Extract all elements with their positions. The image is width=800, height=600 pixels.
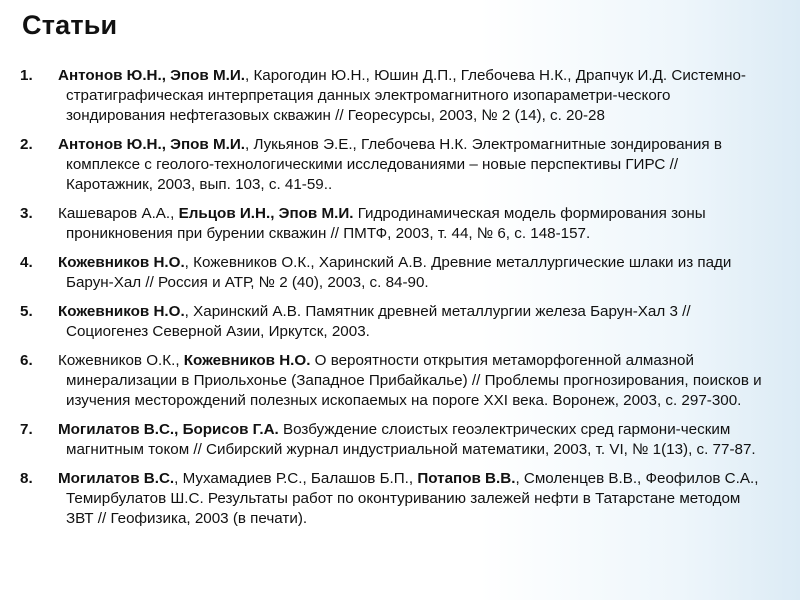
references-list	[0, 66, 800, 538]
reference-item	[0, 351, 800, 411]
reference-item	[0, 135, 800, 195]
reference-item	[0, 204, 800, 244]
reference-authors: Кожевников Н.О.	[183, 352, 311, 369]
reference-authors: Могилатов В.С., Борисов Г.А.	[58, 421, 279, 438]
reference-text: , Мухамадиев Р.С., Балашов Б.П.,	[174, 470, 418, 487]
reference-item	[0, 420, 800, 460]
reference-authors: Кожевников Н.О.	[58, 254, 185, 271]
reference-authors: Антонов Ю.Н., Эпов М.И.	[58, 67, 245, 84]
reference-text: , Карогодин Ю.Н., Юшин Д.П., Глебочева Н.К., Драпчук И.Д. Системно-стратиграфическая интерпретация данных электромагнитного изопараметри-ческого зондирования нефтегазовых скважин // Георесурсы, 2003, № 2 (14), с. 20-28	[66, 67, 746, 124]
reference-number: 5.	[20, 303, 33, 320]
reference-text: , Кожевников О.К., Харинский А.В. Древние металлургические шлаки из пади Барун-Хал // Россия и АТР, № 2 (40), 2003, с. 84-90.	[66, 254, 732, 291]
reference-number: 4.	[20, 254, 33, 271]
reference-authors: Ельцов И.Н., Эпов М.И.	[178, 205, 354, 222]
reference-text: , Лукьянов Э.Е., Глебочева Н.К. Электромагнитные зондирования в комплексе с геолого-технологическими исследованиями – новые перспективы ГИРС // Каротажник, 2003, вып. 103, с. 41-59..	[66, 136, 722, 193]
reference-text: Возбуждение слоистых геоэлектрических сред гармони-ческим магнитным током // Сибирский журнал индустриальной математики, 2003, т. VI, № 1(13), с. 77-87.	[66, 421, 756, 458]
reference-authors: Могилатов В.С.	[58, 470, 175, 487]
reference-number: 1.	[20, 67, 33, 84]
reference-text: О вероятности открытия метаморфогенной алмазной минерализации в Приольхонье (Западное Прибайкалье) // Проблемы прогнозирования, поисков и изучения месторождений полезных ископаемых на пороге XXI века. Воронеж, 2003, с. 297-300.	[66, 352, 762, 409]
page-title: Статьи	[22, 10, 118, 40]
reference-item	[0, 302, 800, 342]
reference-text: , Харинский А.В. Памятник древней металлургии железа Барун-Хал 3 // Социогенез Северной Азии, Иркутск, 2003.	[66, 303, 691, 340]
reference-authors: Потапов В.В.	[417, 470, 516, 487]
reference-text: Кожевников О.К.,	[58, 352, 184, 369]
reference-number: 7.	[20, 421, 33, 438]
reference-item	[0, 253, 800, 293]
reference-item	[0, 66, 800, 126]
reference-number: 6.	[20, 352, 33, 369]
reference-authors: Кожевников Н.О.	[58, 303, 185, 320]
reference-authors: Антонов Ю.Н., Эпов М.И.	[58, 136, 245, 153]
reference-item	[0, 469, 800, 529]
reference-text: , Смоленцев В.В., Феофилов С.А., Темирбулатов Ш.С. Результаты работ по оконтуриванию залежей нефти в Татарстане методом ЗВТ // Геофизика, 2003 (в печати).	[66, 470, 759, 527]
reference-text: Кашеваров А.А.,	[58, 205, 179, 222]
reference-number: 8.	[20, 470, 33, 487]
reference-number: 3.	[20, 205, 33, 222]
reference-text: Гидродинамическая модель формирования зоны проникновения при бурении скважин // ПМТФ, 2003, т. 44, № 6, с. 148-157.	[66, 205, 706, 242]
reference-number: 2.	[20, 136, 33, 153]
